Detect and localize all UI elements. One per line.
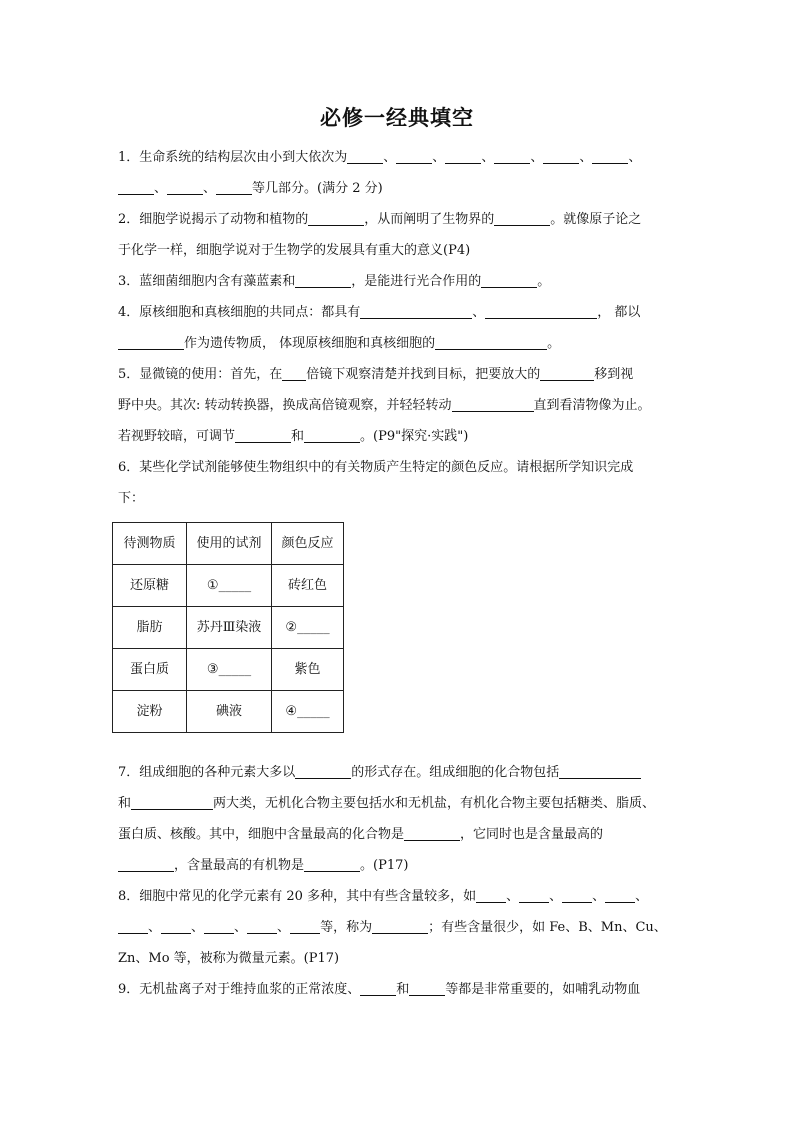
blank[interactable] [295, 270, 351, 288]
blank[interactable] [216, 177, 252, 195]
separator: 、 [277, 920, 291, 935]
blank[interactable] [118, 916, 148, 934]
table-row [113, 607, 344, 649]
blank[interactable] [118, 177, 154, 195]
question-9-text: 9．无机盐离子对于维持血浆的正常浓度、 [118, 982, 361, 997]
blank[interactable] [435, 332, 547, 350]
blank[interactable] [304, 425, 360, 443]
separator: 、 [592, 889, 606, 904]
separator: 、 [530, 150, 544, 165]
blank[interactable] [605, 885, 635, 903]
separator: 、 [549, 889, 563, 904]
table-cell: 苏丹Ⅲ染液 [187, 607, 272, 649]
question-6 [118, 452, 678, 733]
separator: 、 [148, 920, 162, 935]
question-4-text: 4．原核细胞和真核细胞的共同点：都具有 [118, 305, 361, 320]
table-header: 待测物质 [113, 523, 187, 565]
separator: 、 [481, 150, 495, 165]
question-7-text: 的形式存在。组成细胞的化合物包括 [351, 765, 560, 780]
question-7-text: ，它同时也是含量最高的 [460, 827, 604, 842]
table-header: 颜色反应 [272, 523, 344, 565]
table-cell: 紫色 [272, 649, 344, 691]
question-5-text: 若视野较暗，可调节 [118, 429, 236, 444]
table-row [113, 691, 344, 733]
blank[interactable] [592, 146, 628, 164]
blank[interactable] [204, 916, 234, 934]
separator: 、 [191, 920, 205, 935]
question-8-text: Zn、Mo 等，被称为微量元素。(P17) [118, 951, 340, 966]
question-4-text: ， 都以 [597, 305, 641, 320]
question-7-text: 两大类，无机化合物主要包括水和无机盐，有机化合物主要包括糖类、脂质、 [213, 796, 656, 811]
question-7-text: ，含量最高的有机物是 [174, 858, 305, 873]
table-row [113, 649, 344, 691]
question-7-text: 7．组成细胞的各种元素大多以 [118, 765, 296, 780]
table-cell[interactable]: ①_____ [187, 565, 272, 607]
question-5 [118, 359, 678, 452]
blank[interactable] [494, 146, 530, 164]
blank[interactable] [360, 978, 396, 996]
blank[interactable] [131, 792, 213, 810]
question-5-text: 5．显微镜的使用：首先，在 [118, 367, 283, 382]
blank[interactable] [540, 363, 594, 381]
table-row [113, 565, 344, 607]
table-cell: 淀粉 [113, 691, 187, 733]
question-4 [118, 297, 678, 359]
question-1 [118, 142, 678, 204]
blank[interactable] [118, 854, 174, 872]
blank[interactable] [161, 916, 191, 934]
table-cell[interactable]: ③_____ [187, 649, 272, 691]
question-2-text: 2．细胞学说揭示了动物和植物的 [118, 212, 309, 227]
blank[interactable] [282, 363, 306, 381]
table-header: 使用的试剂 [187, 523, 272, 565]
question-2-text: 于化学一样，细胞学说对于生物学的发展具有重大的意义(P4) [118, 243, 471, 258]
blank[interactable] [235, 425, 291, 443]
blank[interactable] [304, 854, 360, 872]
page-title: 必修一经典填空 [320, 105, 474, 130]
blank[interactable] [347, 146, 383, 164]
question-3 [118, 266, 678, 297]
reaction-table [112, 522, 344, 733]
question-5-text: 。(P9"探究·实践") [360, 429, 469, 444]
table-cell[interactable]: ②_____ [272, 607, 344, 649]
blank[interactable] [519, 885, 549, 903]
question-list [118, 142, 678, 1005]
blank[interactable] [404, 823, 460, 841]
question-1-text: 1．生命系统的结构层次由小到大依次为 [118, 150, 348, 165]
question-3-text: ，是能进行光合作用的 [351, 274, 482, 289]
separator: 、 [628, 150, 642, 165]
question-7-text: 。(P17) [360, 858, 409, 873]
blank[interactable] [485, 301, 597, 319]
table-cell: 蛋白质 [113, 649, 187, 691]
blank[interactable] [118, 332, 184, 350]
question-8-text: ；有些含量很少，如 Fe、B、Mn、Cu、 [428, 920, 667, 935]
blank[interactable] [476, 885, 506, 903]
question-4-text: 作为遗传物质， 体现原核细胞和真核细胞的 [184, 336, 436, 351]
separator: 、 [432, 150, 446, 165]
question-8-text: 等，称为 [320, 920, 373, 935]
question-8-text: 8．细胞中常见的化学元素有 20 多种，其中有些含量较多，如 [118, 889, 477, 904]
blank[interactable] [308, 208, 364, 226]
separator: 、 [579, 150, 593, 165]
question-5-text: 倍镜下观察清楚并找到目标，把要放大的 [306, 367, 541, 382]
blank[interactable] [481, 270, 537, 288]
question-6-text: 6．某些化学试剂能够使生物组织中的有关物质产生特定的颜色反应。请根据所学知识完成 [118, 460, 634, 475]
spacer [118, 733, 678, 757]
question-2-text: 。就像原子论之 [550, 212, 642, 227]
table-cell: 碘液 [187, 691, 272, 733]
question-8 [118, 881, 678, 974]
table-cell: 脂肪 [113, 607, 187, 649]
separator: 、 [383, 150, 397, 165]
blank[interactable] [559, 761, 641, 779]
table-header-row [113, 523, 344, 565]
table-cell[interactable]: ④_____ [272, 691, 344, 733]
blank[interactable] [290, 916, 320, 934]
blank[interactable] [494, 208, 550, 226]
table-cell: 还原糖 [113, 565, 187, 607]
separator: 、 [635, 889, 649, 904]
separator: 、 [506, 889, 520, 904]
question-4-text: 。 [547, 336, 561, 351]
question-5-text: 移到视 [594, 367, 634, 382]
question-5-text: 和 [291, 429, 305, 444]
question-7-text: 蛋白质、核酸。其中，细胞中含量最高的化合物是 [118, 827, 405, 842]
question-3-text: 。 [537, 274, 551, 289]
blank[interactable] [372, 916, 428, 934]
question-7-text: 和 [118, 796, 132, 811]
separator: 、 [203, 181, 217, 196]
blank[interactable] [360, 301, 472, 319]
question-2 [118, 204, 678, 266]
blank[interactable] [396, 146, 432, 164]
separator: 、 [472, 305, 486, 320]
question-6-text: 下： [118, 491, 145, 506]
question-3-text: 3．蓝细菌细胞内含有藻蓝素和 [118, 274, 296, 289]
blank[interactable] [409, 978, 445, 996]
question-7 [118, 757, 678, 881]
separator: 、 [154, 181, 168, 196]
blank[interactable] [445, 146, 481, 164]
question-2-text: ，从而阐明了生物界的 [364, 212, 495, 227]
question-9-text: 等都是非常重要的，如哺乳动物血 [445, 982, 641, 997]
blank[interactable] [167, 177, 203, 195]
table-cell: 砖红色 [272, 565, 344, 607]
question-1-end: 等几部分。(满分 2 分) [252, 181, 383, 196]
blank[interactable] [247, 916, 277, 934]
blank[interactable] [295, 761, 351, 779]
question-5-text: 野中央。其次: 转动转换器，换成高倍镜观察，并轻轻转动 [118, 398, 452, 413]
question-9-text: 和 [396, 982, 410, 997]
blank[interactable] [543, 146, 579, 164]
blank[interactable] [562, 885, 592, 903]
question-5-text: 直到看清物像为止。 [533, 398, 651, 413]
separator: 、 [234, 920, 248, 935]
question-9 [118, 974, 678, 1005]
blank[interactable] [452, 394, 534, 412]
